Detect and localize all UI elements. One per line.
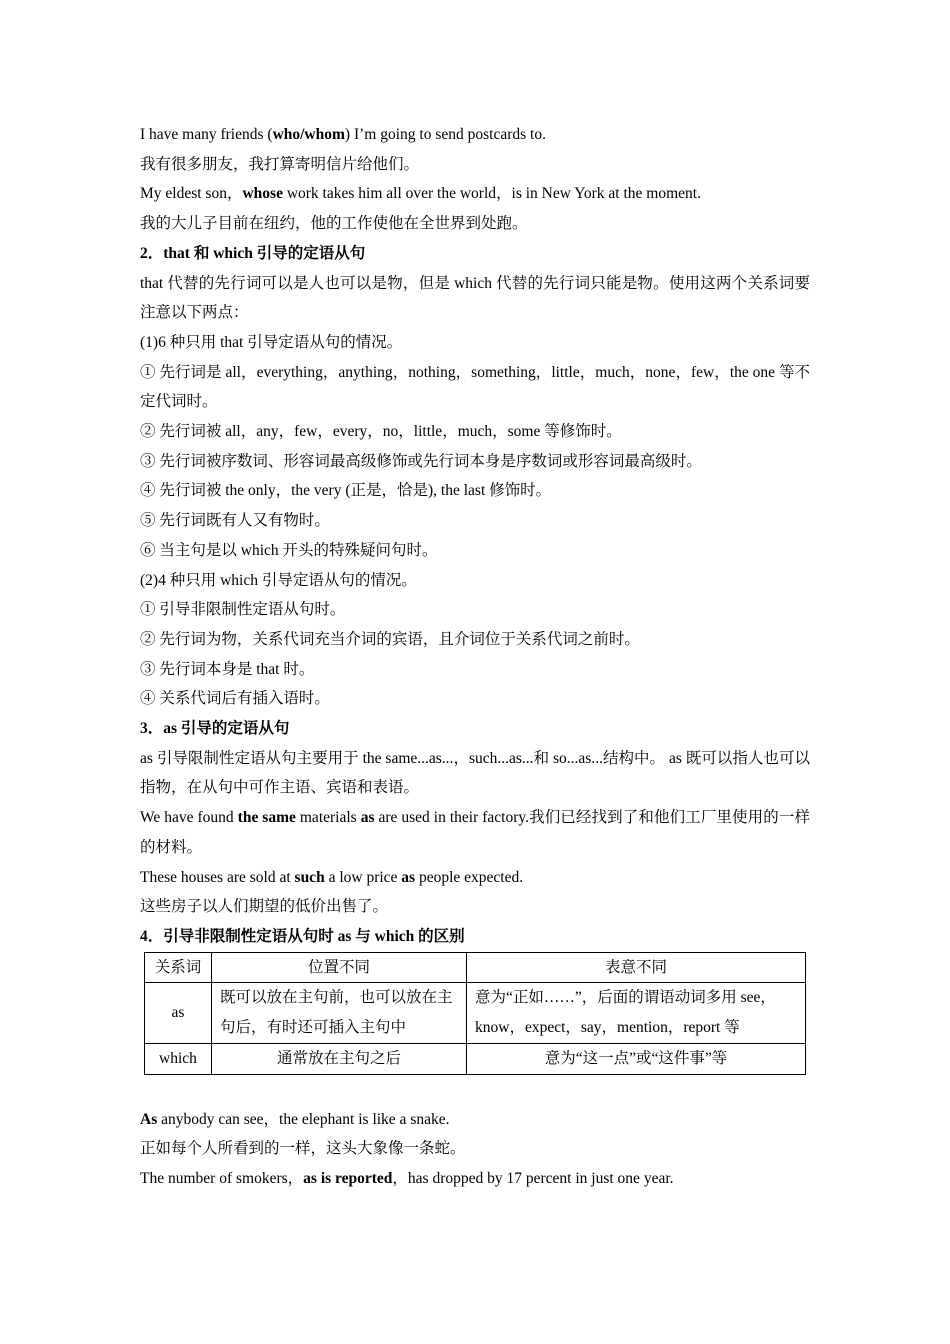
rule-item: ① 引导非限制性定语从句时。 xyxy=(140,601,346,619)
table-row xyxy=(145,1043,806,1074)
rule-item: ① 先行词是 all，everything，anything，nothing，something，little，much，none，few，the one 等不定代词时。 xyxy=(140,363,810,411)
rule-item: ③ 先行词被序数词、形容词最高级修饰或先行词本身是序数词或形容词最高级时。 xyxy=(140,452,702,470)
example-sentence: These houses are sold at such a low price as people expected. xyxy=(140,868,524,886)
table-cell: as xyxy=(145,983,212,1043)
rule-item: ③ 先行词本身是 that 时。 xyxy=(140,660,315,678)
example-translation: 这些房子以人们期望的低价出售了。 xyxy=(140,898,389,916)
example-sentence: The number of smokers，as is reported，has dropped by 17 percent in just one year. xyxy=(140,1169,674,1187)
rule-item: ② 先行词为物，关系代词充当介词的宾语，且介词位于关系代词之前时。 xyxy=(140,630,640,648)
paragraph-that-which: that 代替的先行词可以是人也可以是物，但是 which 代替的先行词只能是物。使用这两个关系词要注意以下两点： xyxy=(140,274,810,322)
table-header-cell: 位置不同 xyxy=(212,952,467,983)
example-translation: 我的大儿子目前在纽约，他的工作使他在全世界到处跑。 xyxy=(140,215,528,233)
table-cell: 意为“正如……”，后面的谓语动词多用 see，know，expect，say，mention，report 等 xyxy=(467,983,806,1043)
table-header-cell: 关系词 xyxy=(145,952,212,983)
example-sentence: As anybody can see，the elephant is like a snake. xyxy=(140,1110,450,1128)
table-row xyxy=(145,983,806,1043)
table-cell: 意为“这一点”或“这件事”等 xyxy=(467,1043,806,1074)
table-cell: which xyxy=(145,1043,212,1074)
comparison-table xyxy=(144,952,806,1075)
document-body xyxy=(140,120,810,1194)
rule-item: ⑥ 当主句是以 which 开头的特殊疑问句时。 xyxy=(140,541,438,559)
section-heading-as-vs-which: 4．引导非限制性定语从句时 as 与 which 的区别 xyxy=(140,927,465,945)
rule-item: ④ 先行词被 the only，the very (正是，恰是), the last 修饰时。 xyxy=(140,482,552,500)
table-cell: 既可以放在主句前，也可以放在主句后，有时还可插入主句中 xyxy=(212,983,467,1043)
example-translation: 我有很多朋友，我打算寄明信片给他们。 xyxy=(140,155,420,173)
section-heading-as: 3．as 引导的定语从句 xyxy=(140,720,290,738)
spacer xyxy=(140,1075,810,1105)
paragraph-as: as 引导限制性定语从句主要用于 the same...as...，such...as...和 so...as...结构中。 as 既可以指人也可以指物，在从句中可作主语、宾语和表语。 xyxy=(140,749,810,797)
rule-item: ② 先行词被 all，any，few，every，no，little，much，some 等修饰时。 xyxy=(140,423,622,441)
section-heading-that-which: 2．that 和 which 引导的定语从句 xyxy=(140,244,366,262)
rule-item: ⑤ 先行词既有人又有物时。 xyxy=(140,512,330,530)
subheading-that-only: (1)6 种只用 that 引导定语从句的情况。 xyxy=(140,333,403,351)
example-translation: 正如每个人所看到的一样，这头大象像一条蛇。 xyxy=(140,1140,466,1158)
example-sentence: I have many friends (who/whom) I’m going to send postcards to. xyxy=(140,126,546,143)
table-cell: 通常放在主句之后 xyxy=(212,1043,467,1074)
example-sentence: We have found the same materials as are used in their factory.我们已经找到了和他们工厂里使用的一样的材料。 xyxy=(140,809,810,856)
subheading-which-only: (2)4 种只用 which 引导定语从句的情况。 xyxy=(140,571,417,589)
table-header-cell: 表意不同 xyxy=(467,952,806,983)
example-sentence: My eldest son，whose work takes him all over the world，is in New York at the moment. xyxy=(140,185,701,203)
rule-item: ④ 关系代词后有插入语时。 xyxy=(140,690,330,708)
table-header-row xyxy=(145,952,806,983)
